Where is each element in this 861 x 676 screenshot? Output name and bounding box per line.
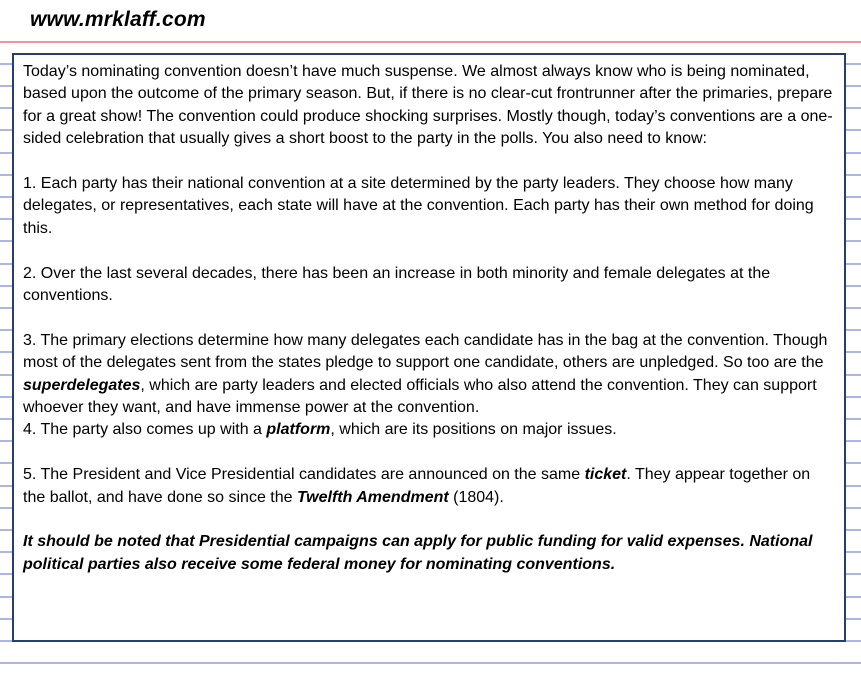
ruled-line [0,662,861,664]
paragraph-gap [23,509,834,531]
point-3-text-after: , which are party leaders and elected officials who also attend the convention. They can support whoever they want, and have immense power at the convention. [23,376,817,417]
funding-note: It should be noted that Presidential campaigns can apply for public funding for valid expenses. National political parties also receive some federal money for nominating conventions. [23,533,813,573]
point-5 [23,464,834,509]
point-1: 1. Each party has their national convention at a site determined by the party leaders. They choose how many delegates, or representatives, each state will have at the convention. Each party has their own method for doing this. [23,175,814,237]
paragraph-gap [23,151,834,173]
content-box [12,53,846,642]
ticket-term: ticket [584,466,627,484]
point-5-text-middle: . They appear together on the ballot, and have done so since the [23,466,811,506]
superdelegates-term: superdelegates [23,376,141,394]
paragraph-gap [23,442,834,464]
point-5-text-before: 5. The President and Vice Presidential candidates are announced on the same [23,466,585,484]
point-4 [23,419,834,441]
point-5-text-after: (1804). [448,488,504,506]
intro-paragraph: Today’s nominating convention doesn’t have much suspense. We almost always know who is being nominated, based upon the outcome of the primary season. But, if there is no clear-cut frontrunner after the primaries, prepare for a great show! The convention could produce shocking surprises. Mostly though, today’s conventions are a one-sided celebration that usually gives a short boost to the party in the polls. You also need to know: [23,63,833,148]
point-4-text-after: , which are its positions on major issues. [330,421,617,439]
point-4-text-before: 4. The party also comes up with a [23,421,267,439]
margin-line [0,41,861,43]
point-3 [23,330,834,420]
point-2: 2. Over the last several decades, there has been an increase in both minority and female delegates at the conventions. [23,264,771,305]
point-3-text-before: 3. The primary elections determine how many delegates each candidate has in the bag at the convention. Though most of the delegates sent from the states pledge to support one candidate, others are unpledged. So too are the [23,331,828,372]
platform-term: platform [266,421,331,439]
twelfth-amendment-term: Twelfth Amendment [296,488,449,506]
paragraph-gap [23,307,834,329]
paragraph-gap [23,240,834,262]
site-title: www.mrklaff.com [30,8,206,31]
